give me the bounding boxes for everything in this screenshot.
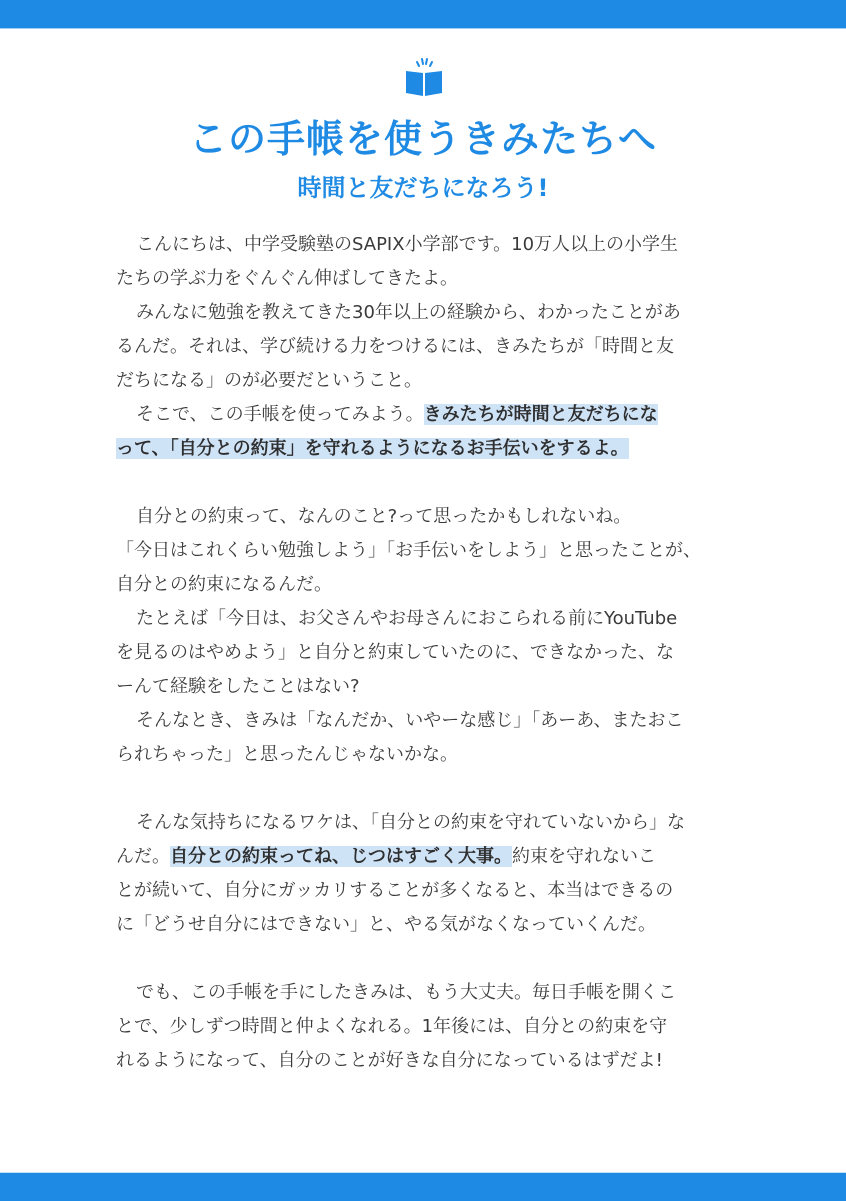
text-span: んだ。 bbox=[116, 846, 170, 867]
text-line bbox=[116, 296, 736, 330]
text-span: こんにちは、中学受験塾のSAPIX小学部です。10万人以上の小学生 bbox=[136, 234, 679, 255]
page-subtitle: 時間と友だちになろう! bbox=[297, 174, 549, 202]
text-span: ーんて経験をしたことはない? bbox=[116, 676, 360, 697]
text-line bbox=[116, 1010, 736, 1044]
paragraph bbox=[116, 228, 736, 466]
paragraph-gap bbox=[116, 772, 736, 806]
text-line bbox=[116, 568, 736, 602]
text-line bbox=[116, 330, 736, 364]
text-line bbox=[116, 364, 736, 398]
text-span: そんなとき、きみは「なんだか、いやーな感じ」「あーあ、またおこ bbox=[136, 710, 684, 731]
text-line bbox=[116, 500, 736, 534]
top-banner-bar bbox=[0, 0, 846, 29]
text-line bbox=[116, 1044, 736, 1078]
text-span: とが続いて、自分にガッカリすることが多くなると、本当はできるの bbox=[116, 880, 674, 901]
text-span: られちゃった」と思ったんじゃないかな。 bbox=[116, 744, 458, 765]
text-span: に「どうせ自分にはできない」と、やる気がなくなっていくんだ。 bbox=[116, 914, 656, 935]
text-line bbox=[116, 738, 736, 772]
text-line bbox=[116, 840, 736, 874]
text-line bbox=[116, 602, 736, 636]
text-span: たちの学ぶ力をぐんぐん伸ばしてきたよ。 bbox=[116, 268, 458, 289]
text-line bbox=[116, 704, 736, 738]
open-book-icon bbox=[403, 56, 445, 98]
text-line bbox=[116, 908, 736, 942]
paragraph-gap bbox=[116, 466, 736, 500]
text-span: たとえば「今日は、お父さんやお母さんにおこられる前にYouTube bbox=[136, 608, 678, 629]
text-span: みんなに勉強を教えてきた30年以上の経験から、わかったことがあ bbox=[136, 302, 681, 323]
text-span: 約束を守れないこ bbox=[512, 846, 656, 867]
text-span: を見るのはやめよう」と自分と約束していたのに、できなかった、な bbox=[116, 642, 674, 663]
text-span: だちになる」のが必要だということ。 bbox=[116, 370, 422, 391]
highlighted-text: 自分との約束ってね、じつはすごく大事。 bbox=[170, 846, 512, 867]
text-span: 自分との約束って、なんのこと?って思ったかもしれないね。 bbox=[136, 506, 632, 527]
text-line bbox=[116, 432, 736, 466]
text-line bbox=[116, 636, 736, 670]
highlighted-text: きみたちが時間と友だちにな bbox=[423, 404, 658, 425]
paragraph-gap bbox=[116, 942, 736, 976]
text-span: 「今日はこれくらい勉強しよう」「お手伝いをしよう」と思ったことが、 bbox=[116, 540, 701, 561]
text-line bbox=[116, 874, 736, 908]
text-span: とで、少しずつ時間と仲よくなれる。1年後には、自分との約束を守 bbox=[116, 1016, 668, 1037]
text-line bbox=[116, 398, 736, 432]
bottom-banner-bar bbox=[0, 1172, 846, 1201]
text-span: 自分との約束になるんだ。 bbox=[116, 574, 332, 595]
text-span: そんな気持ちになるワケは、「自分との約束を守れていないから」な bbox=[136, 812, 685, 833]
text-line bbox=[116, 976, 736, 1010]
text-span: るんだ。それは、学び続ける力をつけるには、きみたちが「時間と友 bbox=[116, 336, 674, 357]
text-line bbox=[116, 262, 736, 296]
paragraph bbox=[116, 806, 736, 942]
text-span: でも、この手帳を手にしたきみは、もう大丈夫。毎日手帳を開くこ bbox=[136, 982, 676, 1003]
paragraph bbox=[116, 976, 736, 1078]
page-title: この手帳を使うきみたちへ bbox=[188, 117, 657, 161]
text-line bbox=[116, 670, 736, 704]
paragraph bbox=[116, 500, 736, 772]
highlighted-text: って、「自分との約束」を守れるようになるお手伝いをするよ。 bbox=[116, 438, 629, 459]
text-line bbox=[116, 806, 736, 840]
text-line bbox=[116, 228, 736, 262]
text-line bbox=[116, 534, 736, 568]
body-text bbox=[116, 228, 736, 1078]
text-span: そこで、この手帳を使ってみよう。 bbox=[136, 404, 424, 425]
text-span: れるようになって、自分のことが好きな自分になっているはずだよ! bbox=[116, 1050, 663, 1071]
